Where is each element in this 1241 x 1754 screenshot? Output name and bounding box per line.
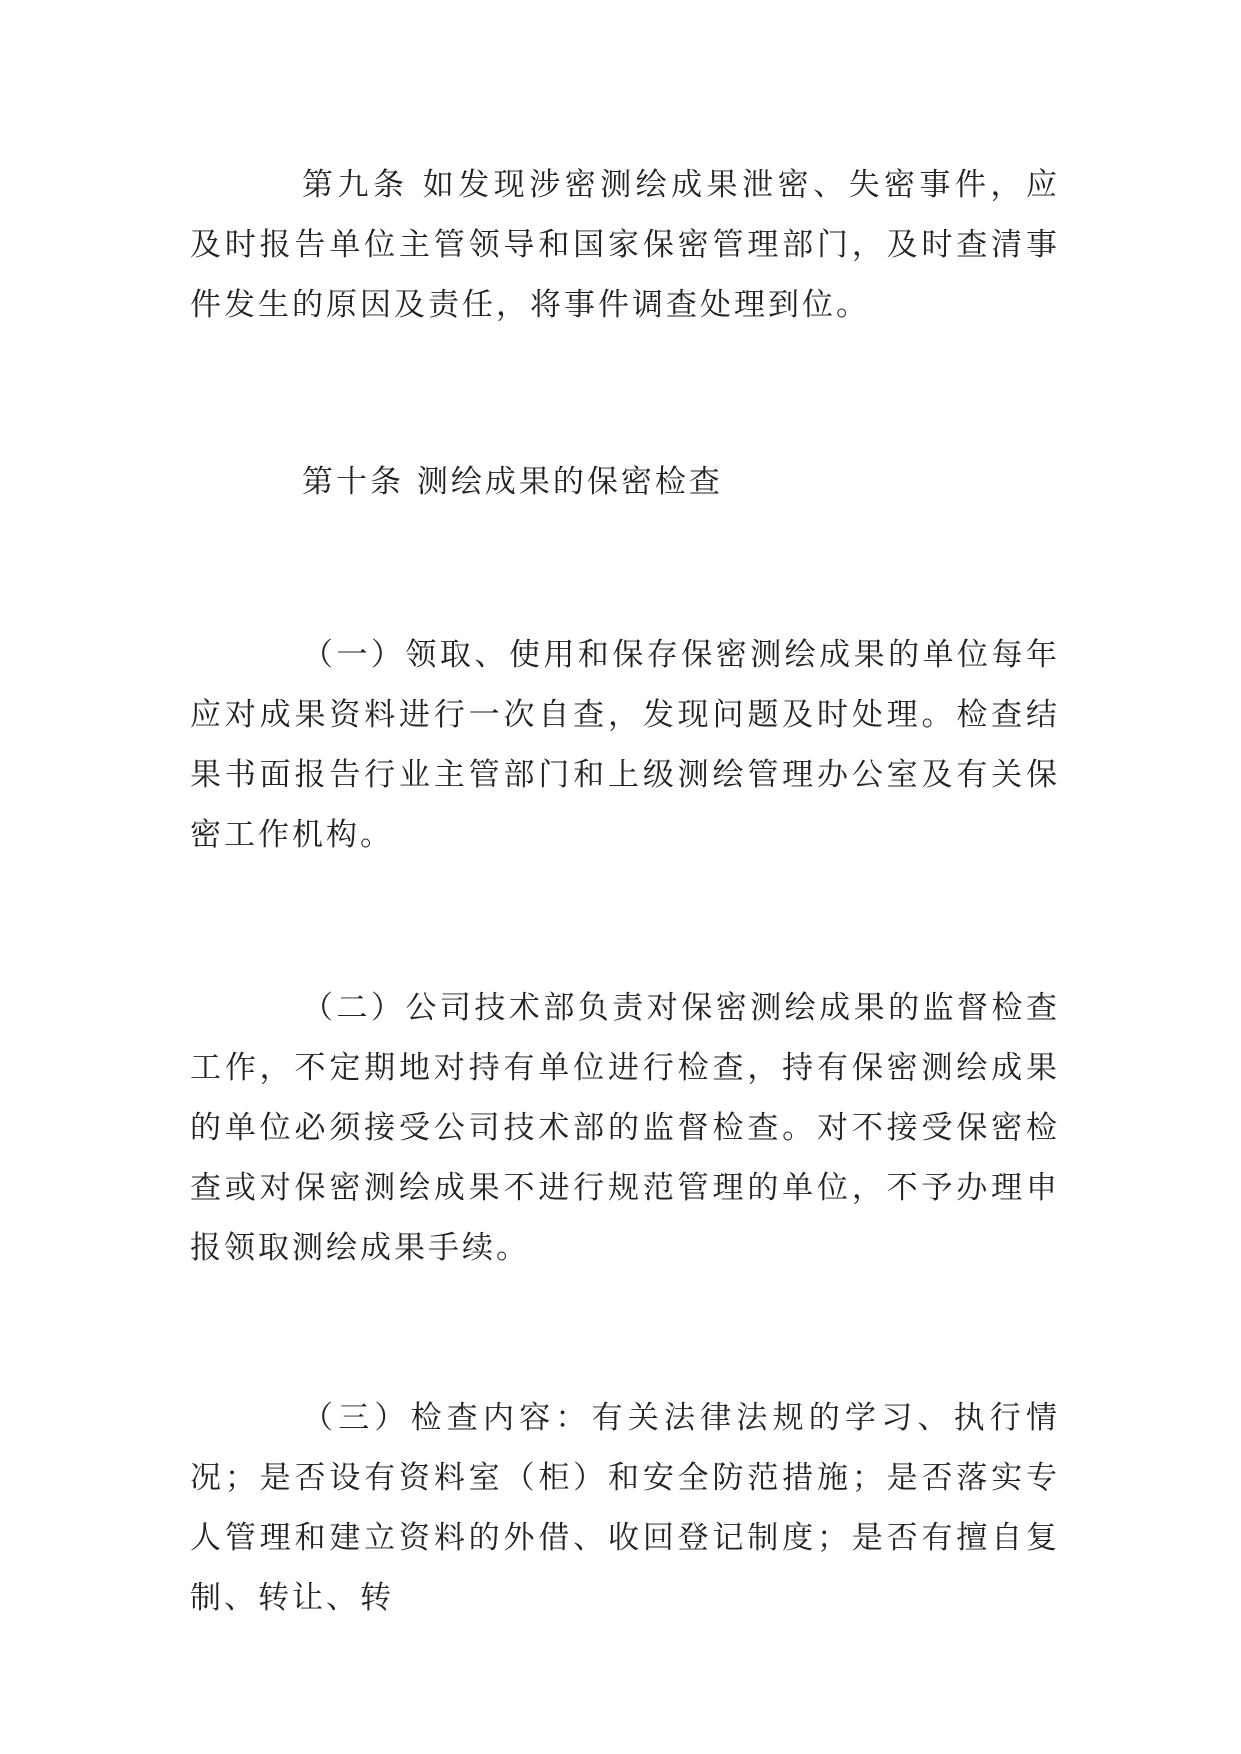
article-9-paragraph: 第九条 如发现涉密测绘成果泄密、失密事件，应及时报告单位主管领导和国家保密管理部门，及时查清事件发生的原因及责任，将事件调查处理到位。: [190, 167, 1060, 323]
clause-2-paragraph: （二）公司技术部负责对保密测绘成果的监督检查工作，不定期地对持有单位进行检查，持有保密测绘成果的单位必须接受公司技术部的监督检查。对不接受保密检查或对保密测绘成果不进行规范管理的单位，不予办理申报领取测绘成果手续。: [190, 990, 1060, 1266]
clause-3-paragraph: （三）检查内容：有关法律法规的学习、执行情况；是否设有资料室（柜）和安全防范措施；是否落实专人管理和建立资料的外借、收回登记制度；是否有擅自复制、转让、转: [190, 1400, 1060, 1616]
clause-1-paragraph: （一）领取、使用和保存保密测绘成果的单位每年应对成果资料进行一次自查，发现问题及时处理。检查结果书面报告行业主管部门和上级测绘管理办公室及有关保密工作机构。: [190, 637, 1060, 853]
article-10-heading: 第十条 测绘成果的保密检查: [302, 464, 723, 500]
